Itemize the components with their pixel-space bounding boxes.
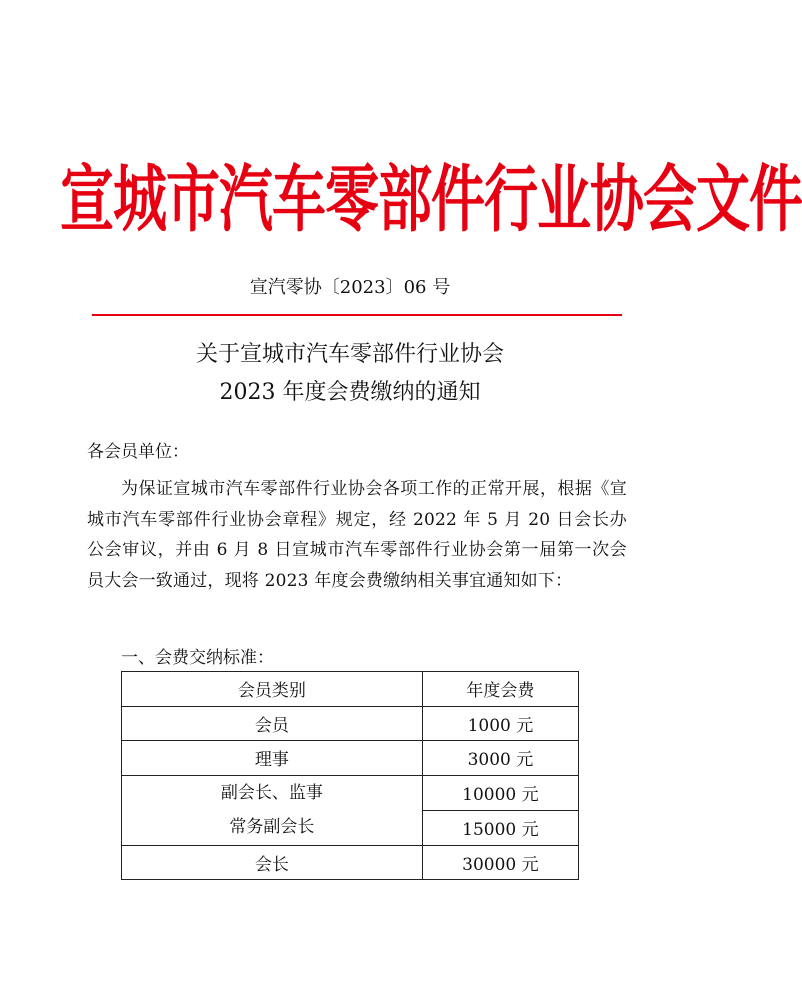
fee-cell: 1000 元 — [422, 706, 578, 741]
salutation: 各会员单位： — [87, 442, 189, 462]
document-number: 宣汽零协〔2023〕06 号 — [249, 277, 451, 298]
fee-cell: 3000 元 — [422, 741, 578, 776]
category-cell: 会员 — [122, 706, 423, 741]
table-row — [122, 706, 579, 741]
notice-title-line-1: 关于宣城市汽车零部件行业协会 — [195, 342, 504, 367]
fee-table — [121, 671, 579, 880]
table-header-row — [122, 672, 579, 707]
header-member-category: 会员类别 — [122, 672, 423, 707]
table-row — [122, 741, 579, 776]
merged-category-cell — [122, 775, 423, 845]
category-cell: 会长 — [122, 845, 423, 880]
masthead-title: 宣城市汽车零部件行业协会文件 — [60, 156, 802, 242]
table-row — [122, 775, 579, 810]
notice-title-line-2: 2023 年度会费缴纳的通知 — [219, 380, 481, 405]
fee-cell: 30000 元 — [422, 845, 578, 880]
category-cell: 理事 — [122, 741, 423, 776]
fee-cell: 15000 元 — [422, 810, 578, 845]
category-text: 常务副会长 — [229, 817, 315, 837]
red-divider-line — [92, 314, 622, 316]
header-annual-fee: 年度会费 — [422, 672, 578, 707]
section-heading-fee-standard: 一、会费交纳标准： — [121, 648, 274, 668]
category-text: 副会长、监事 — [220, 782, 323, 803]
fee-cell: 10000 元 — [422, 775, 578, 810]
table-row — [122, 845, 579, 880]
body-paragraph: 为保证宣城市汽车零部件行业协会各项工作的正常开展，根据《宣城市汽车零部件行业协会章程》规定，经 2022 年 5 月 20 日会长办公会审议，并由 6 月 8 日宣城市汽车零部件行业协会第一届第一次会员大会一致通过，现将 2023 年度会费缴纳相关事宜通知如下： — [87, 479, 627, 591]
